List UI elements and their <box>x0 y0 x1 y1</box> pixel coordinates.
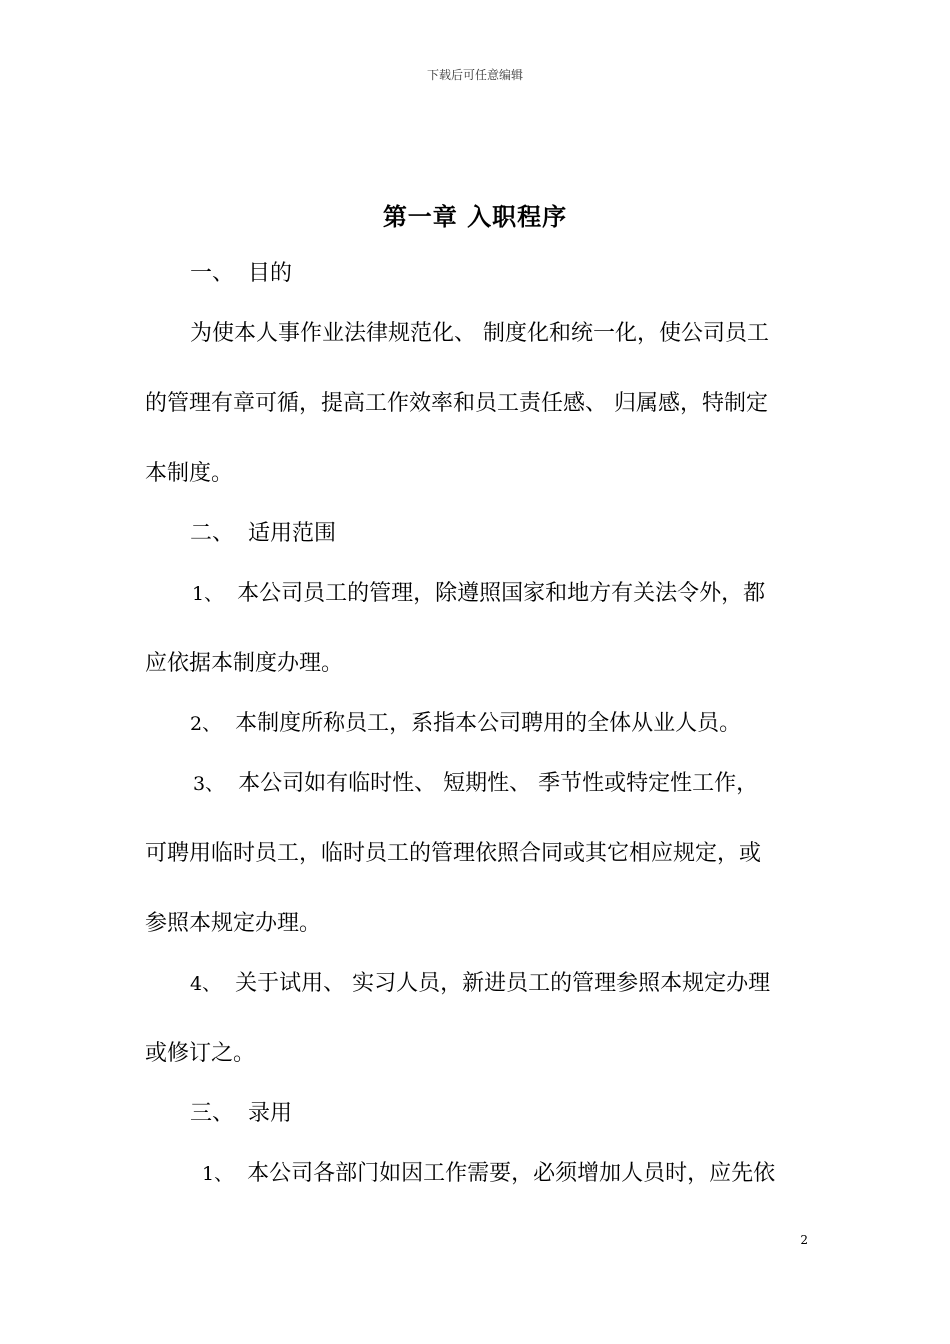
list-item-number: 1、 <box>202 1163 234 1185</box>
section-heading-scope <box>190 518 860 550</box>
list-item <box>202 1158 872 1190</box>
list-item-number: 4、 <box>190 973 222 995</box>
chapter-title: 第一章 入职程序 <box>382 203 568 231</box>
list-item-number: 1、 <box>192 583 224 605</box>
page-number: 2 <box>800 1233 808 1247</box>
section-heading-hiring <box>190 1098 860 1130</box>
list-item-number: 2、 <box>190 713 222 735</box>
paragraph-line: 应依据本制度办理。 <box>145 651 344 676</box>
section-heading-text: 目的 <box>248 261 293 286</box>
list-item-text: 关于试用、 实习人员，新进员工的管理参照本规定办理 <box>235 971 771 996</box>
section-heading-purpose <box>190 258 860 290</box>
section-heading-number: 三、 <box>190 1101 235 1126</box>
paragraph-line: 的管理有章可循，提高工作效率和员工责任感、 归属感，特制定 <box>145 391 768 416</box>
header-note: 下载后可任意编辑 <box>426 68 523 82</box>
section-heading-text: 录用 <box>248 1101 293 1126</box>
list-item-text: 本公司各部门如因工作需要，必须增加人员时，应先依 <box>247 1161 776 1186</box>
paragraph-line: 可聘用临时员工，临时员工的管理依照合同或其它相应规定，或 <box>145 841 762 866</box>
list-item <box>193 768 863 800</box>
list-item-text: 本公司如有临时性、 短期性、 季节性或特定性工作， <box>238 771 759 796</box>
section-heading-number: 一、 <box>190 261 235 286</box>
list-item-text: 本制度所称员工，系指本公司聘用的全体从业人员。 <box>235 711 742 736</box>
list-item-number: 3、 <box>193 773 225 795</box>
list-item <box>192 578 862 610</box>
list-item <box>190 968 860 1000</box>
list-item <box>190 708 860 740</box>
paragraph-line: 或修订之。 <box>145 1041 256 1066</box>
list-item-text: 本公司员工的管理，除遵照国家和地方有关法令外，都 <box>237 581 766 606</box>
paragraph-line: 本制度。 <box>145 461 234 486</box>
paragraph-line: 参照本规定办理。 <box>145 911 322 936</box>
section-heading-text: 适用范围 <box>248 521 337 546</box>
paragraph-line: 为使本人事作业法律规范化、 制度化和统一化，使公司员工 <box>190 321 769 346</box>
section-heading-number: 二、 <box>190 521 235 546</box>
